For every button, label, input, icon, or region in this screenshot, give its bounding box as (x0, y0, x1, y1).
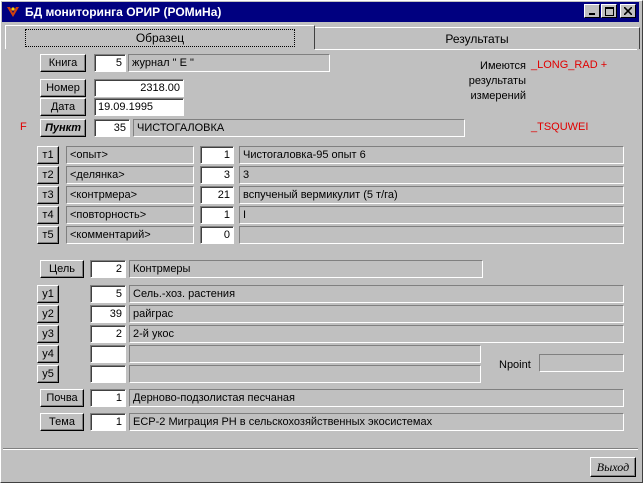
y3-number-field[interactable]: 2 (90, 325, 126, 343)
t2-button[interactable] (37, 166, 59, 184)
book-name-field: журнал " Е " (128, 54, 330, 72)
topic-button[interactable] (40, 413, 84, 431)
y5-number-field[interactable] (90, 365, 126, 383)
soil-button[interactable] (40, 389, 84, 407)
close-button[interactable] (620, 4, 636, 18)
goal-button[interactable] (40, 260, 84, 278)
app-icon (5, 4, 21, 20)
t1-field-name: <опыт> (66, 146, 194, 164)
point-flag: F (20, 121, 27, 133)
topic-button-label: Тема (49, 416, 75, 428)
t2-description: 3 (239, 166, 624, 184)
y3-description: 2-й укос (129, 325, 624, 343)
tab-divider (315, 49, 637, 50)
date-button[interactable] (40, 98, 86, 116)
npoint-label: Npoint (499, 359, 531, 371)
long-rad-flag: _LONG_RAD + (531, 59, 608, 71)
goal-button-label: Цель (48, 263, 76, 275)
y5-button-label: у5 (42, 368, 54, 380)
y1-description: Сель.-хоз. растения (129, 285, 624, 303)
y2-button-label: у2 (42, 308, 54, 320)
t5-number-field[interactable]: 0 (200, 226, 234, 244)
y4-button-label: у4 (42, 348, 54, 360)
t2-button-label: т2 (42, 169, 54, 181)
t1-button[interactable] (37, 146, 59, 164)
y1-number-field[interactable]: 5 (90, 285, 126, 303)
goal-number-field[interactable]: 2 (90, 260, 126, 278)
number-field[interactable]: 2318.00 (94, 79, 184, 97)
tab-sample[interactable] (5, 25, 315, 49)
y5-button[interactable] (37, 365, 59, 383)
y2-button[interactable] (37, 305, 59, 323)
y3-button-label: у3 (42, 328, 54, 340)
t4-button[interactable] (37, 206, 59, 224)
y2-number-field[interactable]: 39 (90, 305, 126, 323)
minimize-icon (588, 7, 596, 15)
t1-button-label: т1 (42, 149, 54, 161)
t5-button[interactable] (37, 226, 59, 244)
t4-button-label: т4 (42, 209, 54, 221)
number-button-label: Номер (46, 82, 80, 94)
tab-results[interactable] (315, 27, 640, 49)
t3-field-name: <контрмера> (66, 186, 194, 204)
t3-button[interactable] (37, 186, 59, 204)
y1-button[interactable] (37, 285, 59, 303)
book-number-field[interactable]: 5 (94, 54, 126, 72)
close-icon (624, 7, 632, 15)
t2-number-field[interactable]: 3 (200, 166, 234, 184)
t3-description: вспученый вермикулит (5 т/га) (239, 186, 624, 204)
maximize-button[interactable] (601, 4, 617, 18)
date-button-label: Дата (50, 101, 76, 113)
y3-button[interactable] (37, 325, 59, 343)
maximize-icon (605, 7, 614, 16)
npoint-field (539, 354, 624, 372)
t5-description (239, 226, 624, 244)
book-button-label: Книга (48, 57, 78, 69)
t1-description: Чистогаловка-95 опыт 6 (239, 146, 624, 164)
book-button[interactable] (40, 54, 86, 72)
soil-number-field[interactable]: 1 (90, 389, 126, 407)
title-bar (2, 2, 639, 22)
point-button[interactable] (40, 119, 86, 137)
y2-description: райграс (129, 305, 624, 323)
topic-number-field[interactable]: 1 (90, 413, 126, 431)
point-button-label: Пункт (44, 122, 82, 134)
tab-results-label: Результаты (445, 31, 509, 46)
point-name-field: ЧИСТОГАЛОВКА (133, 119, 465, 137)
y5-description (129, 365, 481, 383)
date-field[interactable]: 19.09.1995 (94, 98, 184, 116)
y4-description (129, 345, 481, 363)
y4-button[interactable] (37, 345, 59, 363)
y1-button-label: у1 (42, 288, 54, 300)
t4-number-field[interactable]: 1 (200, 206, 234, 224)
exit-button[interactable] (590, 457, 636, 477)
t5-button-label: т5 (42, 229, 54, 241)
t5-field-name: <комментарий> (66, 226, 194, 244)
soil-button-label: Почва (46, 392, 78, 404)
t2-field-name: <делянка> (66, 166, 194, 184)
minimize-button[interactable] (584, 4, 600, 18)
point-number-field[interactable]: 35 (94, 119, 130, 137)
t3-number-field[interactable]: 21 (200, 186, 234, 204)
t3-button-label: т3 (42, 189, 54, 201)
t4-description: I (239, 206, 624, 224)
bottom-separator (3, 448, 638, 450)
topic-description: ECP-2 Миграция РН в сельскохозяйственных экосистемах (129, 413, 624, 431)
window-title: БД мониторинга ОРИР (РОМиНа) (25, 5, 222, 19)
soil-description: Дерново-подзолистая песчаная (129, 389, 624, 407)
t1-number-field[interactable]: 1 (200, 146, 234, 164)
y4-number-field[interactable] (90, 345, 126, 363)
number-button[interactable] (40, 79, 86, 97)
goal-description: Контрмеры (129, 260, 483, 278)
tsquwei-flag: _TSQUWEI (531, 121, 589, 133)
exit-button-label: Выход (596, 459, 630, 474)
t4-field-name: <повторность> (66, 206, 194, 224)
results-note: Имеются результаты измерений (468, 60, 526, 102)
tab-sample-label: Образец (25, 29, 295, 47)
